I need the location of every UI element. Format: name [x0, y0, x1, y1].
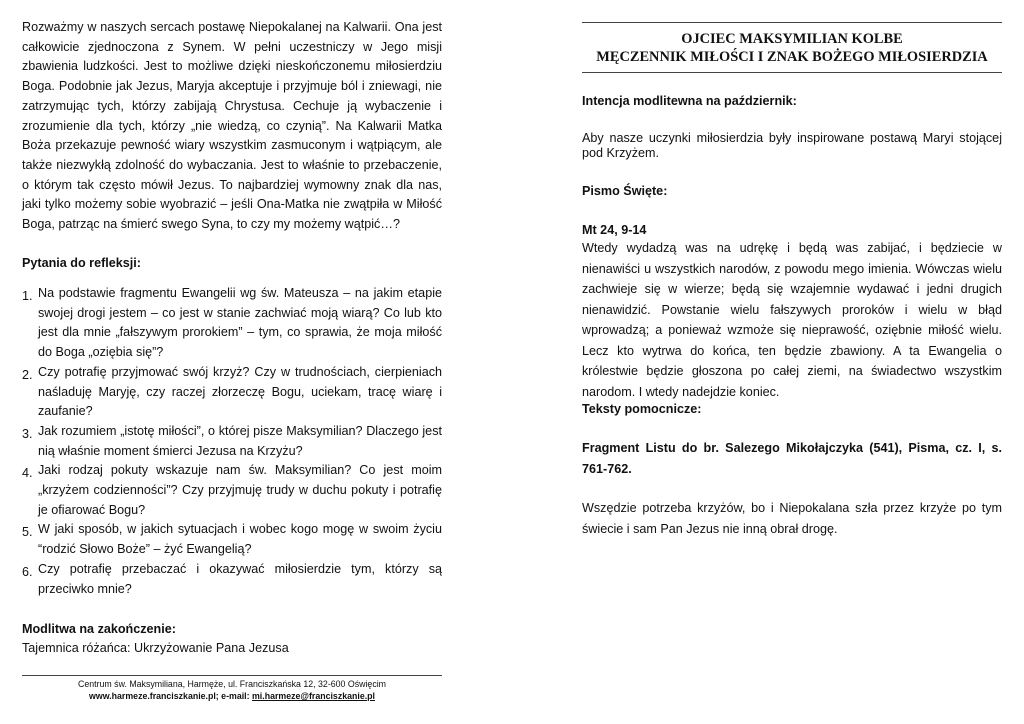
- question-item: [22, 560, 442, 599]
- intro-paragraph: Rozważmy w naszych sercach postawę Niepokalanej na Kalwarii. Ona jest całkowicie zjednoczona z Synem. W pełni uczestniczy w Jego misji zbawienia ludzkości. Jest to możliwe dzięki nieskończonemu miłosierdziu Boga. Podobnie jak Jezus, Maryja akceptuje i przyjmuje ból i zniewagi, nie zatrzymując tych, którzy zabijają Chrystusa. Cechuje ją wybaczenie i zrozumienie dla tych, którzy „nie wiedzą, co czynią”. Na Kalwarii Matka Boża przekazuje pewność wiary wszystkim zasmuconym i wątpiącym, ale także niezwykłą zdolność do wybaczania. Jest to właśnie to przebaczenie, o którym tak często mówił Jezus. To najbardziej wymowny znak dla nas, jaki tylko możemy sobie wyobrazić – jeśli Ona-Matka nie zwątpiła w Miłość Boga, patrząc na śmierć swego Syna, to czy my możemy wątpić…?: [22, 20, 442, 232]
- question-item: [22, 284, 442, 363]
- intention-text: Aby nasze uczynki miłosierdzia były inspirowane postawą Maryi stojącej pod Krzyżem.: [582, 131, 1002, 160]
- fragment-text: Wszędzie potrzeba krzyżów, bo i Niepokalana szła przez krzyże po tym świecie i sam Pan Jezus nie inną obrał drogę.: [582, 501, 1002, 536]
- helper-texts-heading: Teksty pomocnicze:: [582, 402, 702, 416]
- title-line-1: OJCIEC MAKSYMILIAN KOLBE: [681, 31, 903, 47]
- scripture-text: Wtedy wydadzą was na udrękę i będą was zabijać, i będziecie w nienawiści u wszystkich narodów, z powodu mego imienia. Wówczas wielu zachwieje się w wierze; będą się wzajemnie wydawać i jedni drugich nienawidzić. Powstanie wielu fałszywych proroków i wielu w błąd wprowadzą; a ponieważ wzmoże się nieprawość, oziębnie miłość wielu. Lecz kto wytrwa do końca, ten będzie zbawiony. A ta Ewangelia o królestwie będzie głoszona po całej ziemi, na świadectwo wszystkim narodom. I wtedy nadejdzie koniec.: [582, 241, 1002, 399]
- footer: [22, 678, 442, 702]
- question-number: 5.: [22, 525, 33, 540]
- questions-list: [22, 284, 442, 599]
- question-text: Na podstawie fragmentu Ewangelii wg św. Mateusza – na jakim etapie swojej drogi jestem – co jest w stanie zachwiać moją wiarą? Co lub kto jest dla mnie „fałszywym prorokiem” – tym, co sprawia, że moja miłość do Boga „oziębia się”?: [38, 286, 442, 360]
- title-bottom-rule: [582, 72, 1002, 73]
- footer-divider: [22, 675, 442, 676]
- question-number: 3.: [22, 426, 33, 441]
- title-top-rule: [582, 22, 1002, 23]
- scripture-heading: Pismo Święte:: [582, 184, 668, 198]
- closing-text: Tajemnica różańca: Ukrzyżowanie Pana Jezusa: [22, 641, 289, 655]
- questions-heading: Pytania do refleksji:: [22, 256, 141, 270]
- footer-contact: [22, 690, 442, 702]
- question-number: 2.: [22, 367, 33, 382]
- closing-heading: Modlitwa na zakończenie:: [22, 622, 176, 636]
- question-text: W jaki sposób, w jakich sytuacjach i wobec kogo mogę w swoim życiu “rodzić Słowo Boże” – żyć Ewangelią?: [38, 522, 442, 557]
- question-text: Czy potrafię przyjmować swój krzyż? Czy w trudnościach, cierpieniach naśladuję Maryję, czy raczej złorzeczę Bogu, uciekam, tracę wiarę i zaufanie?: [38, 364, 442, 419]
- question-text: Czy potrafię przebaczać i okazywać miłosierdzie tym, którzy są przeciwko mnie?: [38, 561, 442, 596]
- question-item: [22, 520, 442, 559]
- page-title: [582, 30, 1002, 66]
- footer-website: www.harmeze.franciszkanie.pl; e-mail:: [89, 691, 252, 701]
- question-text: Jaki rodzaj pokuty wskazuje nam św. Maksymilian? Co jest moim „krzyżem codzienności”? Czy przyjmuję trudy w duchu pokuty i potrafię je ofiarować Bogu?: [38, 463, 442, 517]
- footer-address: Centrum św. Maksymiliana, Harmęże, ul. Franciszkańska 12, 32-600 Oświęcim: [78, 679, 386, 689]
- question-number: 4.: [22, 466, 33, 481]
- question-item: [22, 422, 442, 461]
- question-number: 6.: [22, 564, 33, 579]
- title-line-2: MĘCZENNIK MIŁOŚCI I ZNAK BOŻEGO MIŁOSIERDZIA: [596, 49, 988, 65]
- footer-email-link[interactable]: mi.harmeze@franciszkanie.pl: [251, 691, 375, 701]
- question-item: [22, 461, 442, 520]
- intention-heading: Intencja modlitewna na październik:: [582, 94, 797, 108]
- question-number: 1.: [22, 289, 33, 303]
- question-item: [22, 363, 442, 422]
- scripture-reference: Mt 24, 9-14: [582, 223, 647, 237]
- question-text: Jak rozumiem „istotę miłości”, o której pisze Maksymilian? Dlaczego jest nią właśnie moment śmierci Jezusa na Krzyżu?: [38, 423, 442, 458]
- fragment-heading: Fragment Listu do br. Salezego Mikołajczyka (541), Pisma, cz. I, s. 761-762.: [582, 441, 1002, 476]
